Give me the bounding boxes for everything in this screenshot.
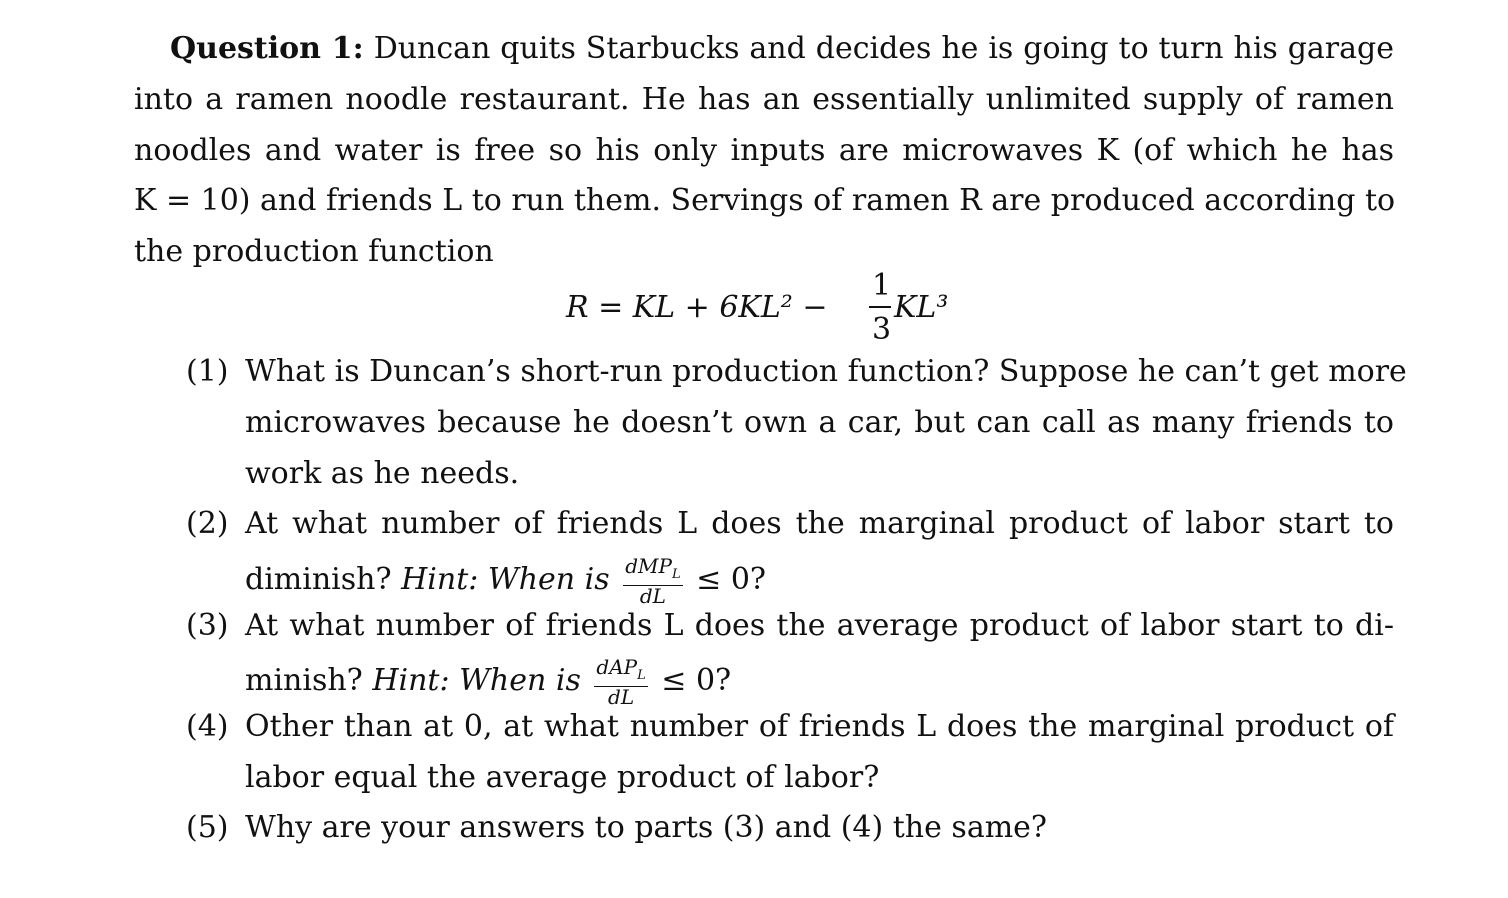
part-3-number: (3) bbox=[186, 608, 229, 643]
part-4-line-2: labor equal the average product of labor? bbox=[245, 760, 880, 795]
part-2-line-1: At what number of friends L does the marginal product of labor start to bbox=[245, 506, 1394, 541]
question-intro-line-3: noodles and water is free so his only inputs are microwaves K (of which he has bbox=[134, 133, 1394, 168]
part-3-line-2-text: minish? bbox=[245, 663, 363, 698]
part-1-line-2: microwaves because he doesn’t own a car, but can call as many friends to bbox=[245, 405, 1394, 440]
part-1-number: (1) bbox=[186, 354, 229, 389]
part-3-line-1: At what number of friends L does the average product of labor start to di- bbox=[245, 608, 1394, 643]
part-2-hint-tail: ≤ 0? bbox=[696, 562, 766, 597]
part-2-hint: Hint: When is bbox=[401, 562, 610, 597]
question-first-line bbox=[170, 31, 1394, 67]
part-3-hint: Hint: When is bbox=[372, 663, 581, 698]
part-4-line-1: Other than at 0, at what number of friends L does the marginal product of bbox=[245, 709, 1394, 744]
part-2-hint-fraction-subscript: L bbox=[671, 567, 681, 582]
part-1-line-3: work as he needs. bbox=[245, 456, 520, 491]
part-3-hint-fraction bbox=[594, 657, 647, 707]
part-3-hint-fraction-bottom: dL bbox=[608, 685, 635, 709]
equation-lhs: R = KL + 6KL² − bbox=[566, 290, 828, 325]
part-2-line-2-text: diminish? bbox=[245, 562, 392, 597]
part-2-line-2 bbox=[245, 556, 1394, 606]
part-5-line-1: Why are your answers to parts (3) and (4) the same? bbox=[245, 810, 1047, 845]
question-intro-line-2: into a ramen noodle restaurant. He has an essentially unlimited supply of ramen bbox=[134, 82, 1394, 117]
question-label: Question 1: bbox=[170, 31, 364, 66]
part-2-hint-fraction-top: dMP bbox=[625, 554, 672, 578]
part-3-hint-tail: ≤ 0? bbox=[661, 663, 732, 698]
part-5-number: (5) bbox=[186, 810, 229, 845]
part-2-number: (2) bbox=[186, 506, 229, 541]
equation-fraction-denominator: 3 bbox=[872, 312, 892, 347]
part-2-hint-fraction-bottom: dL bbox=[639, 584, 666, 608]
equation-fraction-bar bbox=[869, 306, 891, 308]
part-1-line-1: What is Duncan’s short-run production function? Suppose he can’t get more bbox=[245, 354, 1407, 389]
equation-rhs: KL³ bbox=[894, 290, 949, 325]
question-intro-line-5: the production function bbox=[134, 234, 494, 269]
question-intro-line-4: K = 10) and friends L to run them. Servings of ramen R are produced according to bbox=[134, 183, 1396, 218]
part-4-number: (4) bbox=[186, 709, 229, 744]
production-function-equation bbox=[566, 268, 986, 348]
part-2-hint-fraction bbox=[623, 556, 682, 606]
question-intro-line-1: Duncan quits Starbucks and decides he is going to turn his garage bbox=[373, 31, 1394, 66]
part-3-line-2 bbox=[245, 657, 1394, 707]
equation-fraction-numerator: 1 bbox=[872, 268, 892, 303]
part-3-hint-fraction-top: dAP bbox=[596, 655, 638, 679]
part-3-hint-fraction-subscript: L bbox=[637, 668, 646, 683]
